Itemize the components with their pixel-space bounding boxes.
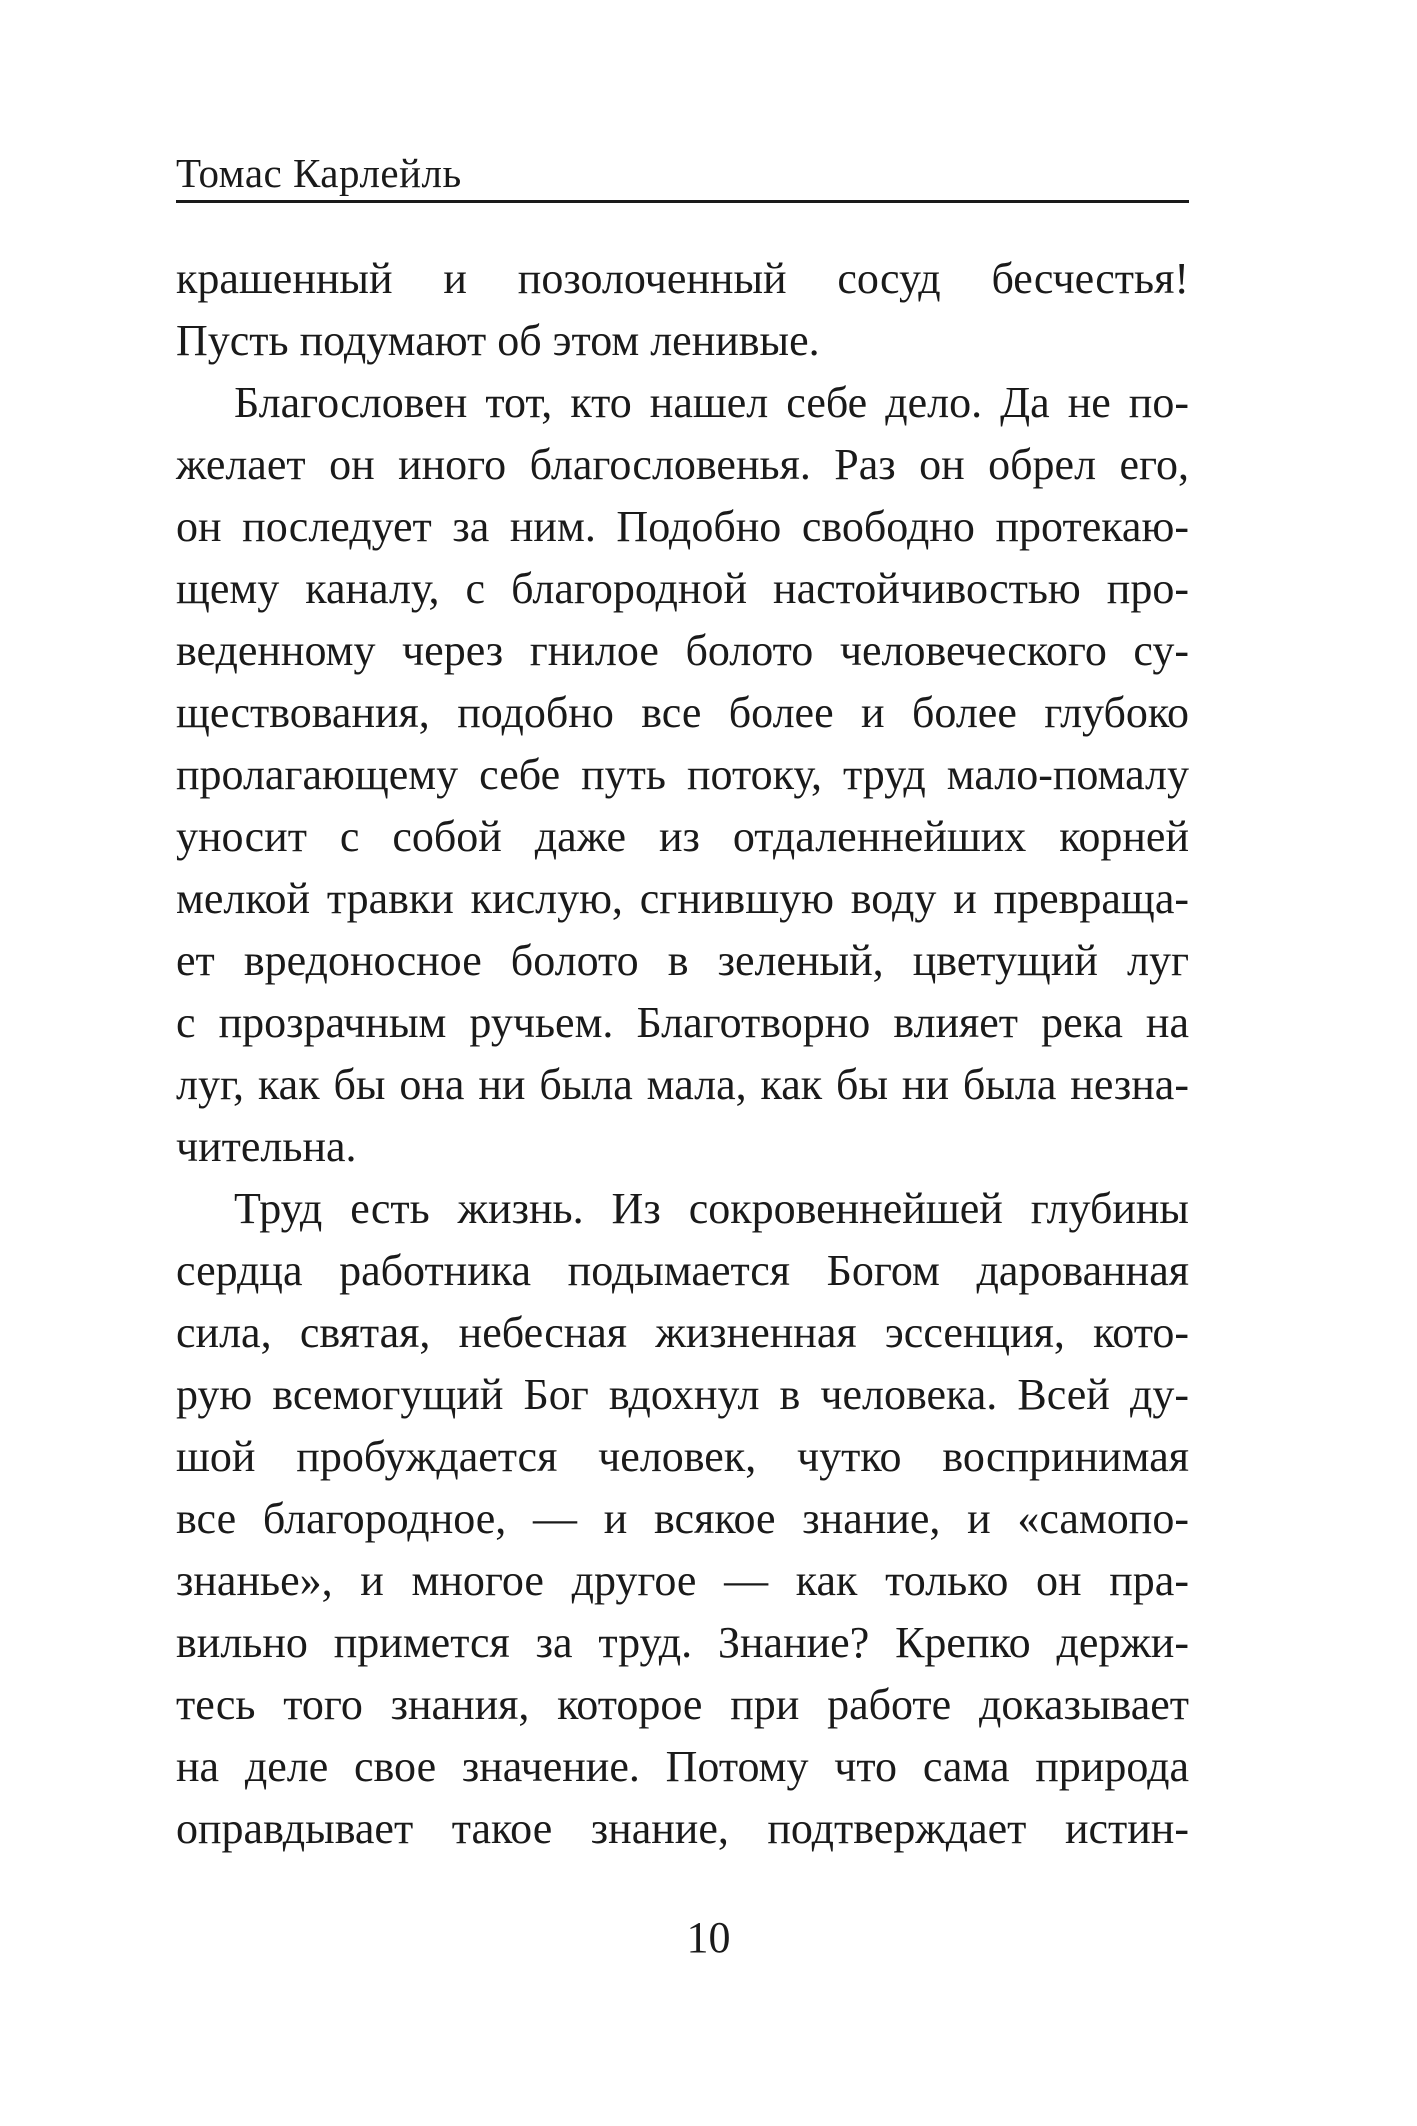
text-line: крашенный и позолоченный сосуд бесчестья! xyxy=(176,254,1189,303)
text-line: уносит с собой даже из отдаленнейших корней xyxy=(176,812,1189,861)
text-line: желает он иного благословенья. Раз он обрел его, xyxy=(176,440,1189,489)
running-title: Томас Карлейль xyxy=(176,150,462,196)
paragraph-first-line: Труд есть жизнь. Из сокровеннейшей глубины xyxy=(234,1184,1189,1233)
text-line: чительна. xyxy=(176,1122,357,1171)
text-line: мелкой травки кислую, сгнившую воду и превраща- xyxy=(176,874,1189,923)
paragraph-first-line: Благословен тот, кто нашел себе дело. Да не по- xyxy=(234,378,1189,427)
text-line: ет вредоносное болото в зеленый, цветущий луг xyxy=(176,936,1189,985)
text-line: знанье», и многое другое — как только он пра- xyxy=(176,1556,1189,1605)
text-line: на деле свое значение. Потому что сама природа xyxy=(176,1742,1189,1791)
text-line: сила, святая, небесная жизненная эссенция, кото- xyxy=(176,1308,1189,1357)
text-line: он последует за ним. Подобно свободно протекаю- xyxy=(176,502,1189,551)
text-line: все благородное, — и всякое знание, и «самопо- xyxy=(176,1494,1189,1543)
text-line: рую всемогущий Бог вдохнул в человека. Всей ду- xyxy=(176,1370,1189,1419)
text-line: щему каналу, с благородной настойчивостью про- xyxy=(176,564,1189,613)
text-line: луг, как бы она ни была мала, как бы ни была незна- xyxy=(176,1060,1189,1109)
text-line: вильно примется за труд. Знание? Крепко держи- xyxy=(176,1618,1189,1667)
text-line: Пусть подумают об этом ленивые. xyxy=(176,316,820,365)
text-line: оправдывает такое знание, подтверждает истин- xyxy=(176,1804,1189,1853)
text-line: шой пробуждается человек, чутко воспринимая xyxy=(176,1432,1189,1481)
running-header xyxy=(176,136,1189,203)
text-line: ществования, подобно все более и более глубоко xyxy=(176,688,1189,737)
text-line: с прозрачным ручьем. Благотворно влияет река на xyxy=(176,998,1189,1047)
body-text xyxy=(176,248,1189,1860)
text-line: веденному через гнилое болото человеческого су- xyxy=(176,626,1189,675)
page-number: 10 xyxy=(686,1913,731,1962)
text-line: тесь того знания, которое при работе доказывает xyxy=(176,1680,1189,1729)
text-line: сердца работника подымается Богом дарованная xyxy=(176,1246,1189,1295)
text-line: пролагающему себе путь потоку, труд мало-помалу xyxy=(176,750,1189,799)
